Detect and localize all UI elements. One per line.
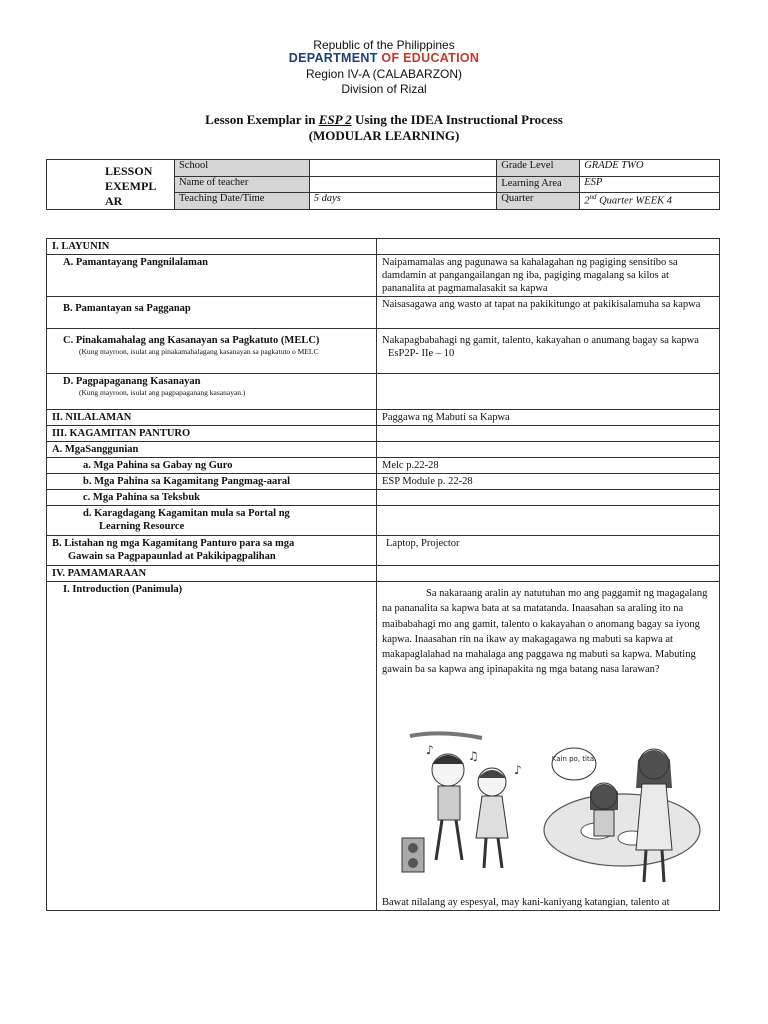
svg-text:♫: ♫ (468, 748, 479, 763)
row-b-label: B. Pamantayan sa Pagganap (47, 297, 377, 329)
row-b-value: Naisasagawa ang wasto at tapat na pakikitungo at pakikisalamuha sa kapwa (377, 297, 720, 329)
row-intro-label: I. Introduction (Panimula) (47, 582, 377, 911)
header-division: Division of Rizal (341, 82, 427, 96)
svg-text:♪: ♪ (426, 742, 434, 757)
row-sc-label: c. Mga Pahina sa Teksbuk (47, 490, 377, 506)
last-text: Bawat nilalang ay espesyal, may kani-kaniyang katangian, talento at (382, 896, 670, 908)
quarter-value (580, 193, 720, 210)
row-d-sub: (Kung mayroon, isulat ang pagpapaganang kasanayan.) (79, 388, 246, 397)
intro-text: Sa nakaraang aralin ay natutuhan mo ang paggamit ng magagalang na pananalita sa kapwa bata at sa matatanda. Inaasahan sa araling ito na maibabahagi mo ang gamit, talento o kakayahan o anomang bagay sa iyong kapwa. Inaasahan rin na ikaw ay makagagawa ng mabuti sa kapwa at makapaglalahad na mahalaga ang paggawa ng mabuti sa kapwa. Mabuting gawain ba sa kapwa ang ipinapakita ng mga batang nasa larawan? (382, 588, 708, 676)
row-sanggunian: A. MgaSanggunian (47, 442, 377, 458)
row-sd-label-1: d. Karagdagang Kagamitan mula sa Portal ng (83, 508, 290, 519)
row-pamamaraan: IV. PAMAMARAAN (47, 566, 377, 582)
row-intro-cell (377, 582, 720, 911)
illustration (382, 730, 712, 888)
row-bl-label-1: B. Listahan ng mga Kagamitang Panturo para sa mga (52, 538, 295, 549)
grade-value: GRADE TWO (580, 160, 720, 177)
svg-text:♪: ♪ (514, 762, 522, 777)
row-sb-value: ESP Module p. 22-28 (377, 474, 720, 490)
children-illustration (382, 730, 712, 888)
row-c-code: EsP2P- IIe – 10 (388, 348, 455, 359)
lesson-label: LESSON EXEMPL AR (47, 160, 175, 210)
header-republic: Republic of the Philippines (313, 38, 455, 52)
title-prefix: Lesson Exemplar in (205, 112, 319, 127)
date-label: Teaching Date/Time (174, 193, 309, 210)
row-c-value-cell (377, 329, 720, 374)
row-sd-label-2: Learning Resource (99, 521, 185, 532)
doc-title (0, 112, 768, 128)
school-value (309, 160, 497, 177)
header-region: Region IV-A (CALABARZON) (305, 67, 463, 81)
teacher-value (309, 176, 497, 193)
dept-part-1: DEPARTMENT (288, 51, 382, 65)
row-sa-value: Melc p.22-28 (377, 458, 720, 474)
title-suffix: Using the IDEA Instructional Process (351, 112, 563, 127)
row-bl-value: Laptop, Projector (377, 536, 720, 566)
row-d-cell (47, 374, 377, 410)
row-c-label: C. Pinakamahalag ang Kasanayan sa Pagkatuto (MELC) (63, 335, 320, 346)
school-label: School (174, 160, 309, 177)
grade-label: Grade Level (497, 160, 580, 177)
row-layunin: I. LAYUNIN (47, 239, 377, 255)
row-c-sub: (Kung mayroon, isulat ang pinakamahalagang kasanayan sa pagkatuto o MELC (79, 347, 319, 356)
area-label: Learning Area (497, 176, 580, 193)
row-a-value: Naipamamalas ang pagunawa sa kahalagahan ng pagiging sensitibo sa damdamin at pangangailangan ng iba, pagiging magalang sa kilos at pananalita at pagmamalasakit sa kapwa (377, 255, 720, 297)
quarter-sup: nd (589, 193, 597, 202)
quarter-text: Quarter WEEK 4 (596, 195, 673, 207)
row-a-label: A. Pamantayang Pangnilalaman (47, 255, 377, 297)
row-nilalaman: II. NILALAMAN (47, 410, 377, 426)
header-department (0, 51, 768, 65)
area-value: ESP (580, 176, 720, 193)
info-table (46, 159, 720, 210)
doc-subtitle: (MODULAR LEARNING) (308, 128, 460, 143)
quarter-label: Quarter (497, 193, 580, 210)
speech-bubble-text: Kain po, tita. (551, 754, 597, 763)
row-nilalaman-value: Paggawa ng Mabuti sa Kapwa (377, 410, 720, 426)
row-sd-cell (47, 506, 377, 536)
row-kagamitan: III. KAGAMITAN PANTURO (47, 426, 377, 442)
row-bl-cell (47, 536, 377, 566)
row-c-value: Nakapagbabahagi ng gamit, talento, kakayahan o anumang bagay sa kapwa (382, 335, 699, 346)
dept-part-2: OF EDUCATION (381, 51, 480, 65)
quarter-num: 2 (584, 195, 590, 207)
row-sa-label: a. Mga Pahina sa Gabay ng Guro (47, 458, 377, 474)
teacher-label: Name of teacher (174, 176, 309, 193)
row-c-cell (47, 329, 377, 374)
date-value: 5 days (309, 193, 497, 210)
row-d-label: D. Pagpapaganang Kasanayan (63, 376, 201, 387)
row-bl-label-2: Gawain sa Pagpapaunlad at Pakikipagpalihan (68, 551, 276, 562)
title-subject: ESP 2 (318, 112, 352, 127)
row-sb-label: b. Mga Pahina sa Kagamitang Pangmag-aaral (47, 474, 377, 490)
lesson-table (46, 238, 720, 911)
